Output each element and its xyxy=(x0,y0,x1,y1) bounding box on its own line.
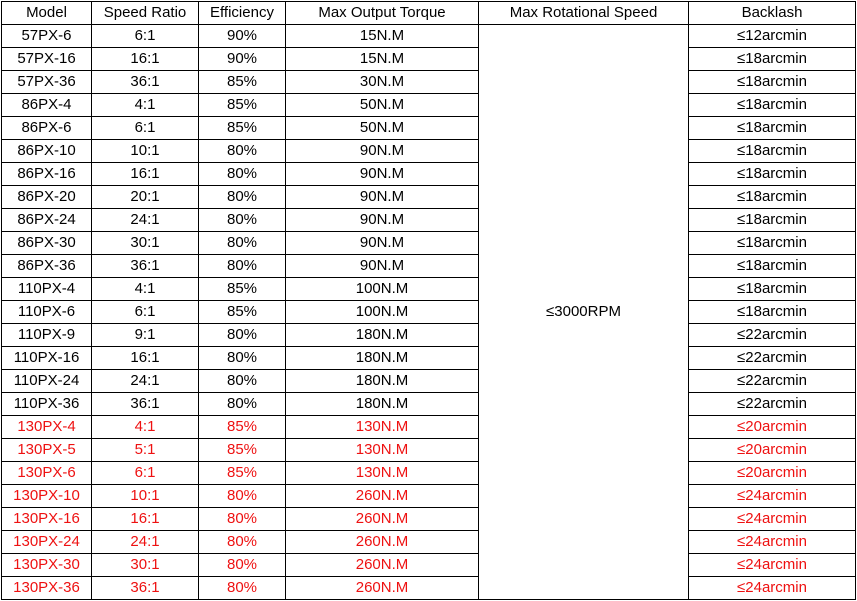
cell-max-output-torque: 260N.M xyxy=(286,531,479,554)
table-row xyxy=(2,462,856,485)
cell-efficiency: 80% xyxy=(199,577,286,600)
cell-backlash: ≤18arcmin xyxy=(689,186,856,209)
cell-model: 110PX-36 xyxy=(2,393,92,416)
cell-speed-ratio: 4:1 xyxy=(92,416,199,439)
cell-model: 57PX-6 xyxy=(2,25,92,48)
cell-backlash: ≤24arcmin xyxy=(689,508,856,531)
table-row xyxy=(2,278,856,301)
header-efficiency: Efficiency xyxy=(199,2,286,25)
cell-model: 130PX-16 xyxy=(2,508,92,531)
cell-speed-ratio: 4:1 xyxy=(92,94,199,117)
table-row xyxy=(2,531,856,554)
cell-backlash: ≤18arcmin xyxy=(689,71,856,94)
cell-max-output-torque: 30N.M xyxy=(286,71,479,94)
cell-backlash: ≤18arcmin xyxy=(689,94,856,117)
table-row xyxy=(2,577,856,600)
cell-max-output-torque: 90N.M xyxy=(286,140,479,163)
cell-max-output-torque: 260N.M xyxy=(286,577,479,600)
cell-backlash: ≤18arcmin xyxy=(689,48,856,71)
table-row xyxy=(2,554,856,577)
cell-speed-ratio: 30:1 xyxy=(92,232,199,255)
table-row xyxy=(2,140,856,163)
cell-max-output-torque: 15N.M xyxy=(286,25,479,48)
cell-backlash: ≤22arcmin xyxy=(689,324,856,347)
cell-speed-ratio: 9:1 xyxy=(92,324,199,347)
cell-model: 86PX-16 xyxy=(2,163,92,186)
cell-backlash: ≤24arcmin xyxy=(689,554,856,577)
cell-max-output-torque: 50N.M xyxy=(286,94,479,117)
cell-efficiency: 85% xyxy=(199,439,286,462)
table-row xyxy=(2,255,856,278)
cell-efficiency: 80% xyxy=(199,347,286,370)
table-row xyxy=(2,71,856,94)
table-body xyxy=(2,25,856,600)
table-row xyxy=(2,393,856,416)
cell-backlash: ≤24arcmin xyxy=(689,577,856,600)
cell-backlash: ≤18arcmin xyxy=(689,209,856,232)
cell-efficiency: 80% xyxy=(199,209,286,232)
cell-backlash: ≤24arcmin xyxy=(689,485,856,508)
table-row xyxy=(2,370,856,393)
cell-backlash: ≤22arcmin xyxy=(689,370,856,393)
cell-efficiency: 85% xyxy=(199,278,286,301)
cell-model: 110PX-4 xyxy=(2,278,92,301)
cell-model: 86PX-24 xyxy=(2,209,92,232)
cell-model: 130PX-6 xyxy=(2,462,92,485)
cell-model: 86PX-30 xyxy=(2,232,92,255)
cell-efficiency: 80% xyxy=(199,186,286,209)
cell-backlash: ≤12arcmin xyxy=(689,25,856,48)
cell-efficiency: 80% xyxy=(199,485,286,508)
table-row xyxy=(2,163,856,186)
cell-speed-ratio: 10:1 xyxy=(92,140,199,163)
cell-speed-ratio: 16:1 xyxy=(92,163,199,186)
cell-model: 130PX-10 xyxy=(2,485,92,508)
cell-efficiency: 80% xyxy=(199,255,286,278)
cell-backlash: ≤20arcmin xyxy=(689,462,856,485)
table-row xyxy=(2,209,856,232)
cell-efficiency: 85% xyxy=(199,117,286,140)
cell-efficiency: 80% xyxy=(199,324,286,347)
cell-max-output-torque: 260N.M xyxy=(286,508,479,531)
cell-efficiency: 80% xyxy=(199,531,286,554)
cell-max-output-torque: 130N.M xyxy=(286,416,479,439)
table-row xyxy=(2,232,856,255)
cell-speed-ratio: 6:1 xyxy=(92,462,199,485)
cell-max-output-torque: 180N.M xyxy=(286,370,479,393)
table-row xyxy=(2,485,856,508)
cell-max-output-torque: 90N.M xyxy=(286,209,479,232)
cell-model: 57PX-36 xyxy=(2,71,92,94)
cell-speed-ratio: 24:1 xyxy=(92,531,199,554)
cell-backlash: ≤18arcmin xyxy=(689,117,856,140)
cell-max-output-torque: 90N.M xyxy=(286,163,479,186)
cell-speed-ratio: 36:1 xyxy=(92,577,199,600)
cell-speed-ratio: 24:1 xyxy=(92,370,199,393)
cell-efficiency: 85% xyxy=(199,416,286,439)
cell-efficiency: 85% xyxy=(199,71,286,94)
header-backlash: Backlash xyxy=(689,2,856,25)
cell-efficiency: 85% xyxy=(199,301,286,324)
cell-backlash: ≤18arcmin xyxy=(689,301,856,324)
cell-model: 86PX-10 xyxy=(2,140,92,163)
cell-model: 86PX-4 xyxy=(2,94,92,117)
cell-max-rotational-speed: ≤3000RPM xyxy=(479,25,689,600)
cell-model: 86PX-36 xyxy=(2,255,92,278)
cell-speed-ratio: 6:1 xyxy=(92,117,199,140)
cell-speed-ratio: 16:1 xyxy=(92,508,199,531)
cell-speed-ratio: 16:1 xyxy=(92,48,199,71)
table-row xyxy=(2,94,856,117)
cell-max-output-torque: 90N.M xyxy=(286,255,479,278)
cell-max-output-torque: 130N.M xyxy=(286,462,479,485)
cell-speed-ratio: 30:1 xyxy=(92,554,199,577)
table-row xyxy=(2,439,856,462)
cell-backlash: ≤22arcmin xyxy=(689,347,856,370)
cell-model: 130PX-4 xyxy=(2,416,92,439)
cell-speed-ratio: 16:1 xyxy=(92,347,199,370)
cell-backlash: ≤24arcmin xyxy=(689,531,856,554)
cell-model: 130PX-5 xyxy=(2,439,92,462)
cell-max-output-torque: 90N.M xyxy=(286,232,479,255)
cell-speed-ratio: 20:1 xyxy=(92,186,199,209)
cell-max-output-torque: 260N.M xyxy=(286,485,479,508)
cell-model: 110PX-24 xyxy=(2,370,92,393)
cell-max-output-torque: 260N.M xyxy=(286,554,479,577)
table-row xyxy=(2,347,856,370)
header-max-rotational-speed: Max Rotational Speed xyxy=(479,2,689,25)
cell-speed-ratio: 6:1 xyxy=(92,25,199,48)
cell-backlash: ≤18arcmin xyxy=(689,278,856,301)
cell-model: 130PX-30 xyxy=(2,554,92,577)
table-row xyxy=(2,48,856,71)
cell-model: 130PX-36 xyxy=(2,577,92,600)
cell-model: 86PX-6 xyxy=(2,117,92,140)
cell-efficiency: 85% xyxy=(199,462,286,485)
cell-speed-ratio: 6:1 xyxy=(92,301,199,324)
cell-backlash: ≤18arcmin xyxy=(689,255,856,278)
table-row xyxy=(2,186,856,209)
cell-speed-ratio: 4:1 xyxy=(92,278,199,301)
cell-backlash: ≤22arcmin xyxy=(689,393,856,416)
cell-model: 110PX-16 xyxy=(2,347,92,370)
cell-efficiency: 85% xyxy=(199,94,286,117)
cell-max-output-torque: 50N.M xyxy=(286,117,479,140)
cell-backlash: ≤18arcmin xyxy=(689,232,856,255)
cell-speed-ratio: 36:1 xyxy=(92,393,199,416)
cell-model: 110PX-9 xyxy=(2,324,92,347)
table-row xyxy=(2,301,856,324)
header-row xyxy=(2,2,856,25)
cell-speed-ratio: 10:1 xyxy=(92,485,199,508)
cell-backlash: ≤18arcmin xyxy=(689,163,856,186)
table-row xyxy=(2,324,856,347)
cell-model: 86PX-20 xyxy=(2,186,92,209)
table-row xyxy=(2,508,856,531)
cell-speed-ratio: 36:1 xyxy=(92,71,199,94)
spec-table xyxy=(1,1,856,600)
cell-max-output-torque: 100N.M xyxy=(286,301,479,324)
cell-speed-ratio: 5:1 xyxy=(92,439,199,462)
header-max-output-torque: Max Output Torque xyxy=(286,2,479,25)
cell-efficiency: 80% xyxy=(199,370,286,393)
cell-max-output-torque: 100N.M xyxy=(286,278,479,301)
cell-backlash: ≤20arcmin xyxy=(689,439,856,462)
cell-model: 130PX-24 xyxy=(2,531,92,554)
cell-speed-ratio: 24:1 xyxy=(92,209,199,232)
cell-speed-ratio: 36:1 xyxy=(92,255,199,278)
cell-efficiency: 80% xyxy=(199,508,286,531)
cell-max-output-torque: 180N.M xyxy=(286,324,479,347)
cell-efficiency: 80% xyxy=(199,140,286,163)
header-speed-ratio: Speed Ratio xyxy=(92,2,199,25)
cell-efficiency: 80% xyxy=(199,163,286,186)
cell-model: 57PX-16 xyxy=(2,48,92,71)
cell-efficiency: 80% xyxy=(199,554,286,577)
cell-efficiency: 90% xyxy=(199,48,286,71)
cell-max-output-torque: 130N.M xyxy=(286,439,479,462)
cell-efficiency: 80% xyxy=(199,232,286,255)
cell-max-output-torque: 180N.M xyxy=(286,347,479,370)
cell-max-output-torque: 90N.M xyxy=(286,186,479,209)
table-row xyxy=(2,117,856,140)
cell-backlash: ≤18arcmin xyxy=(689,140,856,163)
cell-efficiency: 80% xyxy=(199,393,286,416)
header-model: Model xyxy=(2,2,92,25)
cell-backlash: ≤20arcmin xyxy=(689,416,856,439)
cell-efficiency: 90% xyxy=(199,25,286,48)
cell-max-output-torque: 180N.M xyxy=(286,393,479,416)
table-row xyxy=(2,416,856,439)
table-row xyxy=(2,25,856,48)
cell-max-output-torque: 15N.M xyxy=(286,48,479,71)
cell-model: 110PX-6 xyxy=(2,301,92,324)
